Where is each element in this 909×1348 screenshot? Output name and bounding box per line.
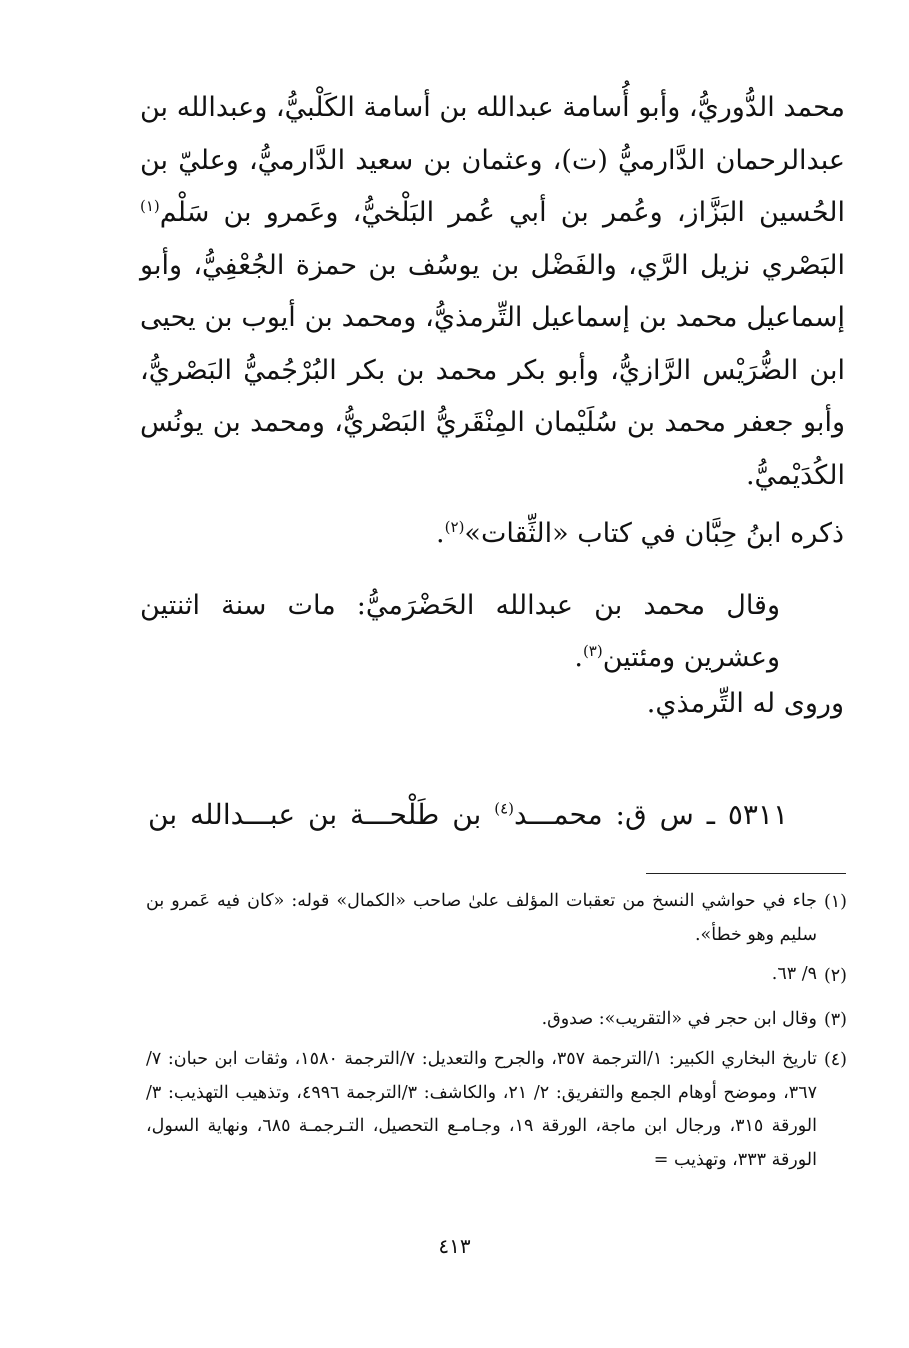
footnote-separator	[646, 873, 846, 874]
footnote-ref-1: (١)	[140, 197, 160, 215]
main-paragraph-3-text: وقال محمد بن عبدالله الحَضْرَميُّ: مات سنة اثنتين وعشرين ومئتين	[140, 590, 780, 673]
footnote-4-number: (٤)	[823, 1050, 847, 1070]
entry-heading-start: ٥٣١١ ـ س ق: محمـــد	[514, 798, 788, 831]
main-paragraph-2-end: .	[436, 518, 445, 549]
entry-heading-end: بن طَلْحـــة بن عبـــدالله بن	[148, 798, 495, 831]
page-number: ٤١٣	[438, 1234, 471, 1258]
main-paragraph-2-text: ذكره ابنُ حِبَّان في كتاب «الثِّقات»	[464, 518, 844, 549]
footnote-4-text: تاريخ البخاري الكبير: ١/الترجمة ٣٥٧، والجرح والتعديل: ٧/الترجمة ١٥٨٠، وثقات ابن حبان: ٧/ ٣٦٧، وموضح أوهام الجمع والتفريق: ٢/ ٢١، والكاشف: ٣/الترجمة ٤٩٩٦، وتذهيب التهذيب: ٣/الورقة ٣١٥، ورجال ابن ماجة، الورقة ١٩، وجـامـع التحصيل، التـرجمـة ٦٨٥، ونهاية السول، الورقة ٣٣٣، وتهذيب =	[146, 1049, 817, 1170]
footnote-2-number: (٢)	[823, 966, 847, 986]
footnote-1-number: (١)	[823, 892, 847, 912]
main-paragraph-3-end: .	[574, 642, 583, 673]
main-paragraph-4: وروى له التِّرمذي.	[646, 688, 844, 719]
main-paragraph-1	[140, 82, 845, 502]
footnote-ref-4: (٤)	[494, 799, 515, 818]
main-paragraph-3	[140, 580, 780, 684]
footnote-2-text: ٩/ ٦٣.	[771, 964, 817, 984]
main-paragraph-1-text: محمد الدُّوريُّ، وأبو أُسامة عبدالله بن أسامة الكَلْبيُّ، وعبدالله بن عبدالرحمان الدَّارميُّ (ت)، وعثمان بن سعيد الدَّارميُّ، وعليّ بن الحُسين البَزَّاز، وعُمر بن أبي عُمر البَلْخيُّ، وعَمرو بن سَلْم	[140, 92, 845, 228]
footnote-3-text: وقال ابن حجر في «التقريب»: صدوق.	[541, 1009, 817, 1029]
main-paragraph-1-continuation: البَصْري نزيل الرَّي، والفَضْل بن يوسُف بن حمزة الجُعْفِيُّ، وأبو إسماعيل محمد بن إسماعيل التِّرمذيُّ، ومحمد بن أيوب بن يحيى ابن الضُّرَيْس الرَّازيُّ، وأبو بكر محمد بن بكر البُرْجُميُّ البَصْريُّ، وأبو جعفر محمد بن سُلَيْمان المِنْقَريُّ البَصْريُّ، ومحمد بن يونُس الكُدَيْميُّ.	[140, 249, 845, 491]
footnote-1-text: جاء في حواشي النسخ من تعقبات المؤلف علىٰ صاحب «الكمال» قوله: «كان فيه عَمرو بن سليم وهو خطأ».	[146, 891, 817, 945]
main-paragraph-2	[436, 518, 844, 549]
entry-heading	[148, 798, 788, 831]
footnote-ref-3: (٣)	[582, 642, 603, 660]
footnote-3-number: (٣)	[823, 1010, 847, 1030]
footnote-ref-2: (٢)	[444, 518, 465, 536]
